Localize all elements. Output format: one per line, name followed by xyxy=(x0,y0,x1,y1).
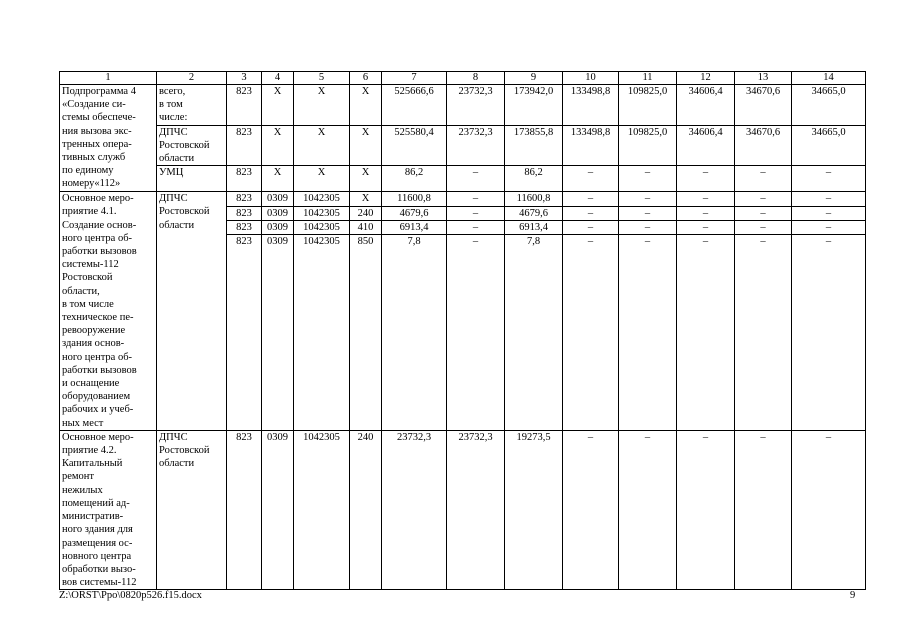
cell: 410 xyxy=(350,220,382,234)
cell: X xyxy=(350,166,382,192)
cell: – xyxy=(563,235,619,431)
cell: 173942,0 xyxy=(505,85,563,126)
column-header: 6 xyxy=(350,72,382,85)
cell: 23732,3 xyxy=(447,85,505,126)
cell: 19273,5 xyxy=(505,430,563,589)
cell: X xyxy=(262,125,294,166)
cell: 823 xyxy=(227,166,262,192)
column-header: 11 xyxy=(619,72,677,85)
table-header-row xyxy=(60,72,866,85)
cell: – xyxy=(735,206,792,220)
cell: 0309 xyxy=(262,220,294,234)
cell: X xyxy=(350,85,382,126)
cell: – xyxy=(563,166,619,192)
column-header: 12 xyxy=(677,72,735,85)
cell: – xyxy=(792,206,866,220)
column-header: 7 xyxy=(382,72,447,85)
cell: 823 xyxy=(227,430,262,589)
cell: 525580,4 xyxy=(382,125,447,166)
cell: 1042305 xyxy=(294,192,350,206)
cell: – xyxy=(447,206,505,220)
column-header: 13 xyxy=(735,72,792,85)
cell: 1042305 xyxy=(294,235,350,431)
cell: 1042305 xyxy=(294,206,350,220)
cell: X xyxy=(294,166,350,192)
column-header: 10 xyxy=(563,72,619,85)
cell: – xyxy=(447,235,505,431)
cell: – xyxy=(792,235,866,431)
cell: X xyxy=(262,166,294,192)
cell: 11600,8 xyxy=(505,192,563,206)
cell: – xyxy=(735,192,792,206)
cell: 823 xyxy=(227,235,262,431)
executor-cell: ДПЧС Ростовской области xyxy=(157,430,227,589)
cell: – xyxy=(563,430,619,589)
cell: – xyxy=(677,235,735,431)
cell: – xyxy=(619,235,677,431)
cell: 86,2 xyxy=(382,166,447,192)
cell: – xyxy=(792,192,866,206)
cell: – xyxy=(619,430,677,589)
cell: 1042305 xyxy=(294,220,350,234)
cell: – xyxy=(563,192,619,206)
cell: – xyxy=(735,430,792,589)
table-row xyxy=(60,192,866,206)
footer-file-path: Z:\ORST\Ppo\0820p526.f15.docx xyxy=(59,590,202,601)
column-header: 9 xyxy=(505,72,563,85)
cell: – xyxy=(792,166,866,192)
cell: – xyxy=(792,430,866,589)
measure-4-1-name: Основное меро- приятие 4.1. Создание основ- ного центра об- работки вызовов системы-112 Ростовской области, в том числе техническое пе- ревооружение здания основ- ного центра об- работки вызовов и оснащение оборудованием рабочих и учеб- ных мест xyxy=(60,192,157,431)
cell: 0309 xyxy=(262,206,294,220)
cell: 34606,4 xyxy=(677,85,735,126)
cell: 240 xyxy=(350,430,382,589)
cell: 109825,0 xyxy=(619,85,677,126)
cell: 11600,8 xyxy=(382,192,447,206)
cell: 6913,4 xyxy=(382,220,447,234)
executor-cell: УМЦ xyxy=(157,166,227,192)
cell: – xyxy=(735,166,792,192)
cell: 7,8 xyxy=(505,235,563,431)
cell: 6913,4 xyxy=(505,220,563,234)
cell: 23732,3 xyxy=(447,430,505,589)
cell: – xyxy=(619,166,677,192)
cell: 23732,3 xyxy=(447,125,505,166)
cell: 109825,0 xyxy=(619,125,677,166)
cell: 0309 xyxy=(262,192,294,206)
cell: – xyxy=(677,220,735,234)
cell: 0309 xyxy=(262,235,294,431)
cell: – xyxy=(447,220,505,234)
executor-cell: ДПЧС Ростовской области xyxy=(157,125,227,166)
cell: 86,2 xyxy=(505,166,563,192)
column-header: 14 xyxy=(792,72,866,85)
cell: 0309 xyxy=(262,430,294,589)
cell: 34670,6 xyxy=(735,85,792,126)
column-header: 4 xyxy=(262,72,294,85)
cell: – xyxy=(619,206,677,220)
cell: – xyxy=(677,192,735,206)
cell: – xyxy=(677,430,735,589)
cell: X xyxy=(294,85,350,126)
cell: 34670,6 xyxy=(735,125,792,166)
cell: 133498,8 xyxy=(563,125,619,166)
cell: 34606,4 xyxy=(677,125,735,166)
cell: 823 xyxy=(227,192,262,206)
cell: – xyxy=(563,220,619,234)
cell: X xyxy=(262,85,294,126)
cell: X xyxy=(350,192,382,206)
cell: 240 xyxy=(350,206,382,220)
executor-cell: ДПЧС Ростовской области xyxy=(157,192,227,431)
cell: – xyxy=(563,206,619,220)
cell: 823 xyxy=(227,125,262,166)
footer-page-number: 9 xyxy=(850,590,856,601)
measure-4-2-name: Основное меро- приятие 4.2. Капитальный ремонт нежилых помещений ад- министратив- ного здания для размещения ос- новного центра обработки вызо- вов системы-112 xyxy=(60,430,157,589)
column-header: 5 xyxy=(294,72,350,85)
cell: 525666,6 xyxy=(382,85,447,126)
column-header: 8 xyxy=(447,72,505,85)
cell: 34665,0 xyxy=(792,85,866,126)
column-header: 3 xyxy=(227,72,262,85)
cell: 23732,3 xyxy=(382,430,447,589)
cell: – xyxy=(677,166,735,192)
cell: X xyxy=(350,125,382,166)
cell: 823 xyxy=(227,85,262,126)
table-row xyxy=(60,430,866,589)
table-row xyxy=(60,85,866,126)
cell: 173855,8 xyxy=(505,125,563,166)
cell: X xyxy=(294,125,350,166)
cell: 4679,6 xyxy=(382,206,447,220)
column-header: 2 xyxy=(157,72,227,85)
cell: 1042305 xyxy=(294,430,350,589)
cell: – xyxy=(447,166,505,192)
budget-table xyxy=(59,71,866,590)
cell: – xyxy=(735,220,792,234)
table-row xyxy=(60,166,866,192)
table-row xyxy=(60,125,866,166)
column-header: 1 xyxy=(60,72,157,85)
executor-cell: всего, в том числе: xyxy=(157,85,227,126)
cell: 4679,6 xyxy=(505,206,563,220)
cell: 850 xyxy=(350,235,382,431)
cell: 823 xyxy=(227,206,262,220)
cell: – xyxy=(447,192,505,206)
cell: – xyxy=(677,206,735,220)
cell: – xyxy=(792,220,866,234)
cell: 34665,0 xyxy=(792,125,866,166)
cell: – xyxy=(619,220,677,234)
cell: 823 xyxy=(227,220,262,234)
subprogram-4-name: Подпрограмма 4 «Создание си- стемы обеспече- ния вызова экс- тренных опера- тивных служб по единому номеру«112» xyxy=(60,85,157,192)
cell: 7,8 xyxy=(382,235,447,431)
cell: – xyxy=(619,192,677,206)
cell: – xyxy=(735,235,792,431)
cell: 133498,8 xyxy=(563,85,619,126)
